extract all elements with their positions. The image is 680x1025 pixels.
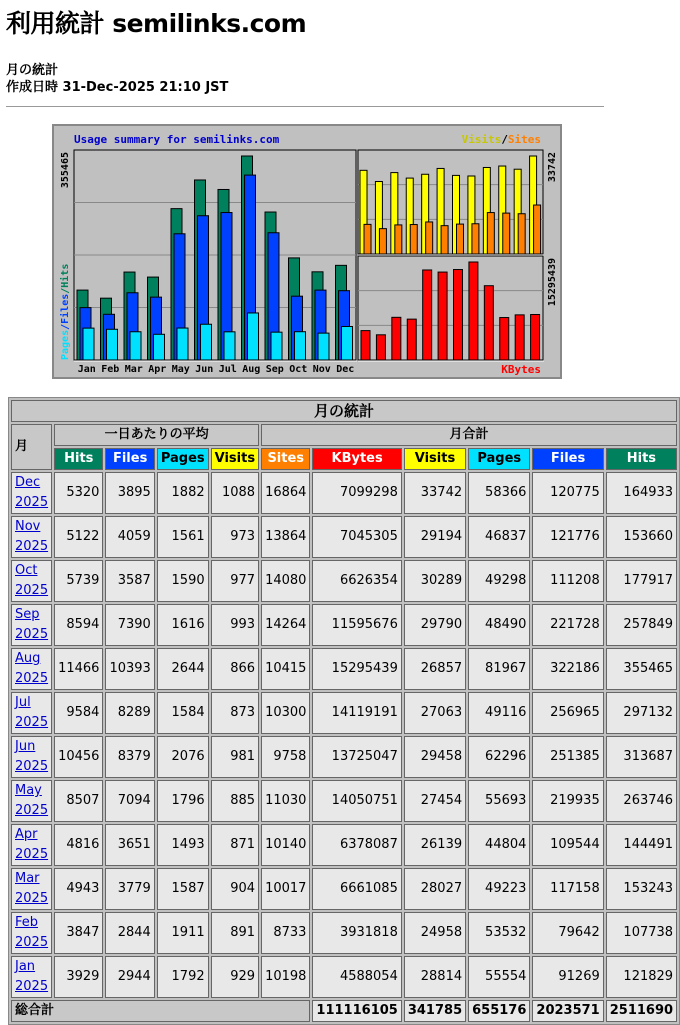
bar-kbytes xyxy=(438,272,447,360)
value-cell: 153660 xyxy=(606,516,677,558)
value-cell: 28027 xyxy=(404,868,466,910)
value-cell: 8594 xyxy=(54,604,103,646)
chart-title: Usage summary for semilinks.com xyxy=(74,133,280,146)
value-cell: 1088 xyxy=(211,472,259,514)
value-cell: 10456 xyxy=(54,736,103,778)
month-cell xyxy=(11,956,52,998)
value-cell: 13864 xyxy=(261,516,310,558)
value-cell: 79642 xyxy=(532,912,603,954)
value-cell: 4059 xyxy=(105,516,154,558)
bar-kbytes xyxy=(469,262,478,360)
month-tick: Dec xyxy=(336,364,355,375)
month-tick: Jan xyxy=(77,364,96,375)
bar-kbytes xyxy=(500,318,509,360)
month-cell xyxy=(11,868,52,910)
bar-sites xyxy=(503,213,510,254)
value-cell: 28814 xyxy=(404,956,466,998)
value-cell: 49223 xyxy=(468,868,530,910)
month-link[interactable]: Dec 2025 xyxy=(15,475,49,510)
page-title: 利用統計 semilinks.com xyxy=(6,9,307,38)
value-cell: 29790 xyxy=(404,604,466,646)
value-cell: 1796 xyxy=(157,780,209,822)
col-daily-hits: Hits xyxy=(54,448,103,470)
value-cell: 2844 xyxy=(105,912,154,954)
bar-sites xyxy=(457,224,464,254)
value-cell: 9758 xyxy=(261,736,310,778)
month-cell xyxy=(11,780,52,822)
value-cell: 8379 xyxy=(105,736,154,778)
legend-visits: Visits xyxy=(461,133,502,146)
value-cell: 27454 xyxy=(404,780,466,822)
value-cell: 44804 xyxy=(468,824,530,866)
value-cell: 6661085 xyxy=(312,868,401,910)
month-tick: Oct xyxy=(289,364,308,375)
month-tick: Feb xyxy=(101,364,120,375)
table-row xyxy=(11,472,677,514)
value-cell: 219935 xyxy=(532,780,603,822)
table-row xyxy=(11,956,677,998)
bar-kbytes xyxy=(531,315,540,360)
value-cell: 10415 xyxy=(261,648,310,690)
month-tick: Mar xyxy=(124,364,143,375)
value-cell: 4943 xyxy=(54,868,103,910)
value-cell: 10393 xyxy=(105,648,154,690)
month-link[interactable]: May 2025 xyxy=(15,783,49,818)
left-axis-label-part: /Files xyxy=(60,293,71,330)
col-total-pages: Pages xyxy=(468,448,530,470)
table-row xyxy=(11,824,677,866)
value-cell: 8507 xyxy=(54,780,103,822)
value-cell: 1493 xyxy=(157,824,209,866)
left-axis-label-part: Pages xyxy=(60,329,71,360)
left-axis-max: 355465 xyxy=(60,152,71,189)
month-cell xyxy=(11,912,52,954)
value-cell: 2644 xyxy=(157,648,209,690)
bar-pages xyxy=(201,324,212,360)
value-cell: 891 xyxy=(211,912,259,954)
value-cell: 14080 xyxy=(261,560,310,602)
daily-avg-header: 一日あたりの平均 xyxy=(54,424,259,446)
value-cell: 3779 xyxy=(105,868,154,910)
col-total-sites: Sites xyxy=(261,448,310,470)
legend-slash: / xyxy=(501,133,508,146)
value-cell: 5739 xyxy=(54,560,103,602)
legend-kbytes: KBytes xyxy=(501,363,541,376)
value-cell: 7094 xyxy=(105,780,154,822)
col-daily-visits: Visits xyxy=(211,448,259,470)
col-daily-files: Files xyxy=(105,448,154,470)
bar-sites xyxy=(395,225,402,254)
value-cell: 81967 xyxy=(468,648,530,690)
usage-chart-svg xyxy=(54,126,560,377)
value-cell: 164933 xyxy=(606,472,677,514)
value-cell: 11466 xyxy=(54,648,103,690)
right-top-axis-max: 33742 xyxy=(547,152,558,183)
month-cell xyxy=(11,516,52,558)
month-cell xyxy=(11,648,52,690)
month-cell xyxy=(11,692,52,734)
month-link[interactable]: Oct 2025 xyxy=(15,563,49,598)
bar-sites xyxy=(364,224,371,254)
value-cell: 1561 xyxy=(157,516,209,558)
value-cell: 885 xyxy=(211,780,259,822)
value-cell: 5320 xyxy=(54,472,103,514)
value-cell: 263746 xyxy=(606,780,677,822)
value-cell: 30289 xyxy=(404,560,466,602)
bar-pages xyxy=(342,327,353,360)
value-cell: 866 xyxy=(211,648,259,690)
bar-sites xyxy=(518,214,525,254)
value-cell: 26857 xyxy=(404,648,466,690)
value-cell: 48490 xyxy=(468,604,530,646)
bar-pages xyxy=(318,333,329,360)
month-link[interactable]: Jun 2025 xyxy=(15,739,49,774)
monthly-stats-table xyxy=(8,397,680,1025)
month-cell xyxy=(11,472,52,514)
bar-pages xyxy=(154,334,165,360)
value-cell: 1590 xyxy=(157,560,209,602)
value-cell: 257849 xyxy=(606,604,677,646)
value-cell: 322186 xyxy=(532,648,603,690)
bar-pages xyxy=(271,332,282,360)
value-cell: 117158 xyxy=(532,868,603,910)
value-cell: 297132 xyxy=(606,692,677,734)
value-cell: 91269 xyxy=(532,956,603,998)
usage-chart xyxy=(52,124,562,379)
value-cell: 58366 xyxy=(468,472,530,514)
value-cell: 13725047 xyxy=(312,736,401,778)
value-cell: 1584 xyxy=(157,692,209,734)
value-cell: 29194 xyxy=(404,516,466,558)
value-cell: 4816 xyxy=(54,824,103,866)
right-bottom-axis-max: 15295439 xyxy=(547,258,558,307)
table-row xyxy=(11,648,677,690)
table-row xyxy=(11,560,677,602)
value-cell: 109544 xyxy=(532,824,603,866)
value-cell: 55554 xyxy=(468,956,530,998)
month-link[interactable]: Apr 2025 xyxy=(15,827,49,862)
left-axis-label-part: /Hits xyxy=(60,263,71,294)
table-row xyxy=(11,604,677,646)
bar-sites xyxy=(410,225,417,254)
value-cell: 111208 xyxy=(532,560,603,602)
value-cell: 221728 xyxy=(532,604,603,646)
month-link[interactable]: Aug 2025 xyxy=(15,651,49,686)
value-cell: 3587 xyxy=(105,560,154,602)
value-cell: 6626354 xyxy=(312,560,401,602)
divider xyxy=(6,106,604,107)
month-tick: Jun xyxy=(195,364,214,375)
total-cell: 2023571 xyxy=(532,1000,603,1022)
value-cell: 14264 xyxy=(261,604,310,646)
bar-sites xyxy=(426,222,433,254)
col-total-visits: Visits xyxy=(404,448,466,470)
value-cell: 5122 xyxy=(54,516,103,558)
value-cell: 3931818 xyxy=(312,912,401,954)
table-row xyxy=(11,780,677,822)
value-cell: 11595676 xyxy=(312,604,401,646)
table-row xyxy=(11,912,677,954)
bar-sites xyxy=(472,224,479,254)
value-cell: 10140 xyxy=(261,824,310,866)
value-cell: 981 xyxy=(211,736,259,778)
value-cell: 49298 xyxy=(468,560,530,602)
value-cell: 6378087 xyxy=(312,824,401,866)
value-cell: 107738 xyxy=(606,912,677,954)
col-total-kbytes: KBytes xyxy=(312,448,401,470)
bar-pages xyxy=(224,332,235,360)
month-tick: Apr xyxy=(148,364,167,375)
month-cell xyxy=(11,604,52,646)
bar-pages xyxy=(83,328,94,360)
value-cell: 153243 xyxy=(606,868,677,910)
value-cell: 4588054 xyxy=(312,956,401,998)
value-cell: 9584 xyxy=(54,692,103,734)
value-cell: 1911 xyxy=(157,912,209,954)
bar-kbytes xyxy=(454,270,463,360)
value-cell: 355465 xyxy=(606,648,677,690)
bar-pages xyxy=(248,313,259,360)
value-cell: 24958 xyxy=(404,912,466,954)
month-header: 月 xyxy=(11,424,52,470)
value-cell: 2076 xyxy=(157,736,209,778)
total-label: 総合計 xyxy=(11,1000,310,1022)
month-link[interactable]: Nov 2025 xyxy=(15,519,49,554)
month-cell xyxy=(11,736,52,778)
monthly-total-header: 月合計 xyxy=(261,424,677,446)
value-cell: 14050751 xyxy=(312,780,401,822)
total-row xyxy=(11,1000,677,1022)
bar-pages xyxy=(295,332,306,360)
col-total-hits: Hits xyxy=(606,448,677,470)
value-cell: 904 xyxy=(211,868,259,910)
col-daily-pages: Pages xyxy=(157,448,209,470)
generated-timestamp: 作成日時 31-Dec-2025 21:10 JST xyxy=(6,80,229,95)
left-axis-label xyxy=(59,264,71,360)
value-cell: 33742 xyxy=(404,472,466,514)
value-cell: 177917 xyxy=(606,560,677,602)
value-cell: 977 xyxy=(211,560,259,602)
value-cell: 120775 xyxy=(532,472,603,514)
bar-kbytes xyxy=(376,335,385,360)
month-tick: May xyxy=(171,364,190,375)
value-cell: 11030 xyxy=(261,780,310,822)
value-cell: 1882 xyxy=(157,472,209,514)
value-cell: 55693 xyxy=(468,780,530,822)
value-cell: 46837 xyxy=(468,516,530,558)
value-cell: 929 xyxy=(211,956,259,998)
value-cell: 8733 xyxy=(261,912,310,954)
value-cell: 973 xyxy=(211,516,259,558)
value-cell: 14119191 xyxy=(312,692,401,734)
value-cell: 871 xyxy=(211,824,259,866)
month-link[interactable]: Mar 2025 xyxy=(15,871,49,906)
table-row xyxy=(11,516,677,558)
month-tick: Jul xyxy=(218,364,237,375)
value-cell: 1792 xyxy=(157,956,209,998)
page-subtitle: 月の統計 xyxy=(6,63,59,78)
value-cell: 62296 xyxy=(468,736,530,778)
month-link[interactable]: Sep 2025 xyxy=(15,607,49,642)
value-cell: 1616 xyxy=(157,604,209,646)
value-cell: 16864 xyxy=(261,472,310,514)
total-cell: 111116105 xyxy=(312,1000,401,1022)
bar-kbytes xyxy=(515,315,524,360)
value-cell: 26139 xyxy=(404,824,466,866)
value-cell: 49116 xyxy=(468,692,530,734)
value-cell: 3895 xyxy=(105,472,154,514)
bar-sites xyxy=(534,205,541,254)
value-cell: 251385 xyxy=(532,736,603,778)
value-cell: 10198 xyxy=(261,956,310,998)
bar-kbytes xyxy=(407,319,416,360)
total-cell: 655176 xyxy=(468,1000,530,1022)
table-row xyxy=(11,868,677,910)
month-tick: Sep xyxy=(265,364,284,375)
table-row xyxy=(11,736,677,778)
value-cell: 8289 xyxy=(105,692,154,734)
bar-pages xyxy=(177,328,188,360)
bar-sites xyxy=(379,229,386,254)
value-cell: 2944 xyxy=(105,956,154,998)
value-cell: 27063 xyxy=(404,692,466,734)
bar-sites xyxy=(441,226,448,254)
value-cell: 256965 xyxy=(532,692,603,734)
value-cell: 7045305 xyxy=(312,516,401,558)
bar-kbytes xyxy=(361,331,370,360)
value-cell: 10300 xyxy=(261,692,310,734)
value-cell: 29458 xyxy=(404,736,466,778)
bar-kbytes xyxy=(484,286,493,360)
value-cell: 15295439 xyxy=(312,648,401,690)
total-cell: 2511690 xyxy=(606,1000,677,1022)
value-cell: 53532 xyxy=(468,912,530,954)
value-cell: 3847 xyxy=(54,912,103,954)
value-cell: 993 xyxy=(211,604,259,646)
month-cell xyxy=(11,560,52,602)
bar-kbytes xyxy=(423,270,432,360)
month-tick: Nov xyxy=(312,364,331,375)
month-link[interactable]: Jan 2025 xyxy=(15,959,49,994)
value-cell: 3929 xyxy=(54,956,103,998)
month-link[interactable]: Feb 2025 xyxy=(15,915,49,950)
bar-pages xyxy=(107,329,118,360)
value-cell: 313687 xyxy=(606,736,677,778)
table-title: 月の統計 xyxy=(11,400,677,422)
value-cell: 121829 xyxy=(606,956,677,998)
value-cell: 7099298 xyxy=(312,472,401,514)
table-row xyxy=(11,692,677,734)
value-cell: 873 xyxy=(211,692,259,734)
month-tick: Aug xyxy=(242,364,261,375)
col-total-files: Files xyxy=(532,448,603,470)
bar-sites xyxy=(487,213,494,254)
bar-kbytes xyxy=(392,317,401,360)
value-cell: 3651 xyxy=(105,824,154,866)
legend-sites: Sites xyxy=(507,133,541,146)
value-cell: 7390 xyxy=(105,604,154,646)
value-cell: 10017 xyxy=(261,868,310,910)
month-cell xyxy=(11,824,52,866)
bar-pages xyxy=(130,332,141,360)
value-cell: 1587 xyxy=(157,868,209,910)
value-cell: 121776 xyxy=(532,516,603,558)
total-cell: 341785 xyxy=(404,1000,466,1022)
month-link[interactable]: Jul 2025 xyxy=(15,695,49,730)
value-cell: 144491 xyxy=(606,824,677,866)
